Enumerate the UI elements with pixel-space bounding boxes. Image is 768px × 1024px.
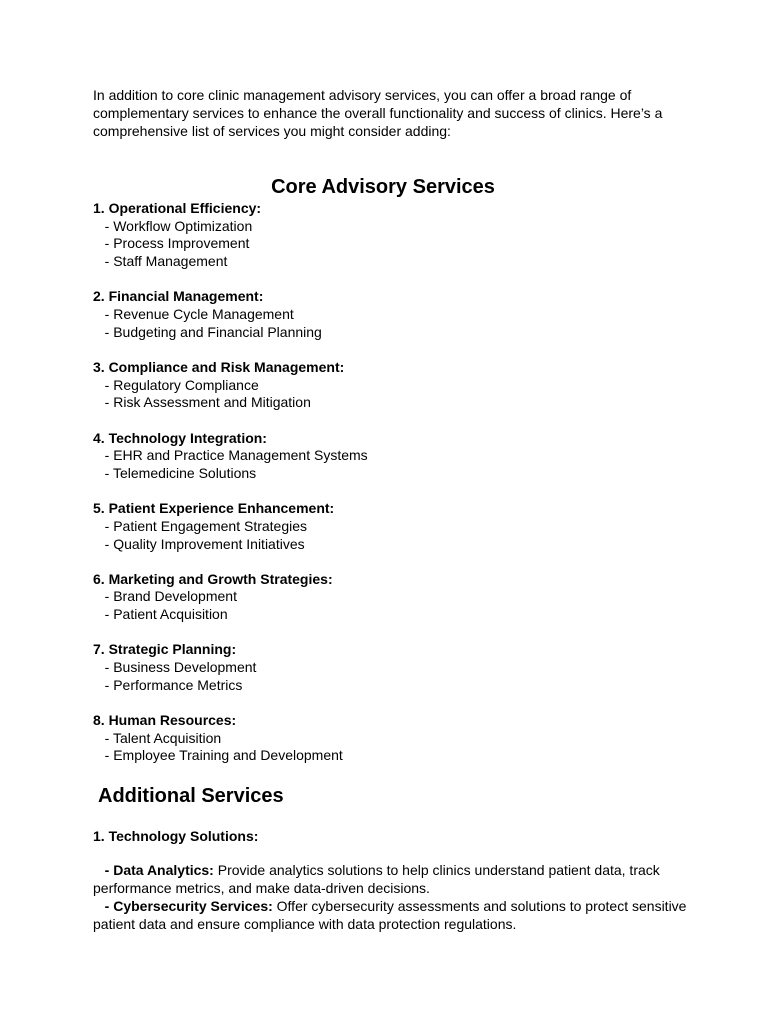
section-item: - Budgeting and Financial Planning <box>104 323 322 340</box>
section-item: - Telemedicine Solutions <box>104 464 257 481</box>
cybersecurity-paragraph <box>93 898 693 933</box>
core-section <box>93 571 713 624</box>
detail-text: Offer cybersecurity assessments and solutions to protect sensitive patient data and ensure compliance with data protection regulations. <box>93 898 687 932</box>
section-item: - Patient Acquisition <box>104 606 228 623</box>
section-title: 4. Technology Integration: <box>93 429 267 446</box>
section-item: - Staff Management <box>104 253 228 270</box>
additional-services-heading: Additional Services <box>98 785 284 807</box>
section-title: 2. Financial Management: <box>93 288 264 305</box>
section-item: - Business Development <box>104 659 257 676</box>
section-title: 7. Strategic Planning: <box>93 641 237 658</box>
section-item: - Process Improvement <box>104 235 250 252</box>
core-section <box>93 641 713 694</box>
section-item: - Risk Assessment and Mitigation <box>104 394 311 411</box>
section-item: - Employee Training and Development <box>104 747 343 764</box>
technology-solutions-title: 1. Technology Solutions: <box>93 828 259 844</box>
section-title: 1. Operational Efficiency: <box>93 200 262 216</box>
section-title: 5. Patient Experience Enhancement: <box>93 500 335 517</box>
section-item: - Regulatory Compliance <box>104 376 259 393</box>
section-item: - Talent Acquisition <box>104 729 222 746</box>
section-item: - Performance Metrics <box>104 676 243 693</box>
section-title: 3. Compliance and Risk Management: <box>93 358 345 375</box>
section-item: - EHR and Practice Management Systems <box>104 447 368 464</box>
section-item: - Revenue Cycle Management <box>104 306 294 323</box>
section-item: - Brand Development <box>104 588 237 605</box>
section-title: 8. Human Resources: <box>93 711 237 728</box>
core-section <box>93 500 713 553</box>
core-section <box>93 430 713 483</box>
section-item: - Patient Engagement Strategies <box>104 517 308 534</box>
core-section <box>93 359 713 412</box>
core-section <box>93 200 713 271</box>
core-services-list <box>93 200 713 783</box>
core-section <box>93 712 713 765</box>
core-section <box>93 288 713 341</box>
detail-label: - Data Analytics: <box>104 862 214 878</box>
intro-paragraph: In addition to core clinic management advisory services, you can offer a broad range of complementary services to enhance the overall functionality and success of clinics. Here’s a comprehensive list of services you might consider adding: <box>93 87 663 139</box>
core-advisory-heading: Core Advisory Services <box>271 176 495 198</box>
section-title: 6. Marketing and Growth Strategies: <box>93 570 333 587</box>
section-item: - Workflow Optimization <box>104 217 253 234</box>
data-analytics-paragraph <box>93 862 693 897</box>
detail-text: Provide analytics solutions to help clinics understand patient data, track performance metrics, and make data-driven decisions. <box>93 862 660 896</box>
detail-label: - Cybersecurity Services: <box>104 898 273 914</box>
section-item: - Quality Improvement Initiatives <box>104 535 305 552</box>
